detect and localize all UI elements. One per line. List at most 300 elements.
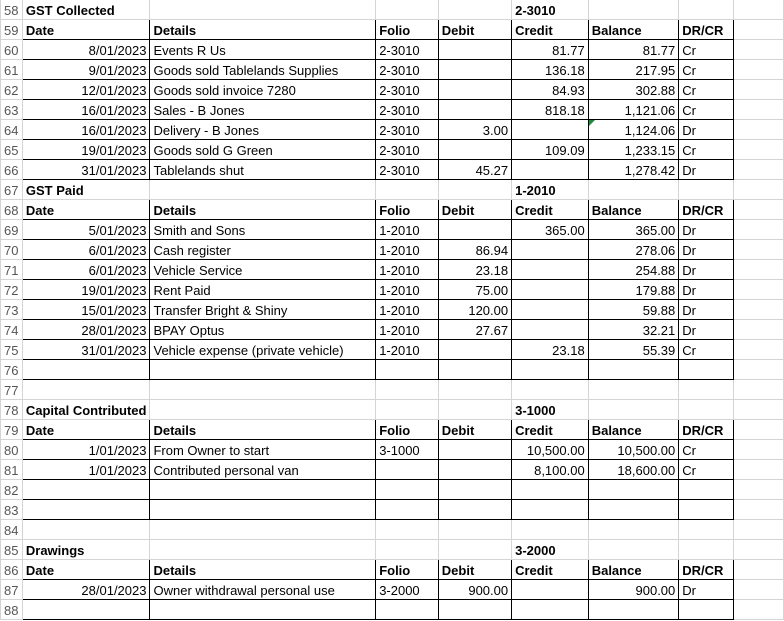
cell-date[interactable]: Drawings bbox=[22, 540, 150, 560]
cell-debit[interactable]: 27.67 bbox=[438, 320, 511, 340]
cell-details[interactable]: BPAY Optus bbox=[150, 320, 376, 340]
cell-folio[interactable]: 2-3010 bbox=[376, 60, 439, 80]
cell-details[interactable]: Rent Paid bbox=[150, 280, 376, 300]
row-header[interactable]: 66 bbox=[1, 160, 23, 180]
cell-details[interactable] bbox=[150, 400, 376, 420]
row-header[interactable]: 84 bbox=[1, 520, 23, 540]
cell-credit[interactable]: 3-2000 bbox=[512, 540, 589, 560]
cell-details[interactable] bbox=[150, 500, 376, 520]
cell-folio[interactable] bbox=[376, 180, 439, 200]
cell-debit[interactable]: 75.00 bbox=[438, 280, 511, 300]
cell-date[interactable]: GST Paid bbox=[22, 180, 150, 200]
cell-drcr[interactable]: Dr bbox=[679, 220, 733, 240]
cell-balance[interactable]: 179.88 bbox=[588, 280, 679, 300]
cell-balance[interactable]: 1,124.06 bbox=[588, 120, 679, 140]
sheet-row bbox=[1, 400, 784, 420]
cell-balance[interactable] bbox=[588, 0, 679, 20]
cell-debit[interactable] bbox=[438, 60, 511, 80]
cell-details[interactable]: Vehicle Service bbox=[150, 260, 376, 280]
cell-folio[interactable] bbox=[376, 360, 439, 380]
sheet-row bbox=[1, 480, 784, 500]
cell-drcr[interactable] bbox=[679, 400, 733, 420]
cell-debit[interactable] bbox=[438, 540, 511, 560]
sheet-row bbox=[1, 340, 784, 360]
sheet-row bbox=[1, 60, 784, 80]
row-header[interactable]: 82 bbox=[1, 480, 23, 500]
cell-debit[interactable]: Debit bbox=[438, 200, 511, 220]
cell-debit[interactable] bbox=[438, 40, 511, 60]
row-header[interactable]: 61 bbox=[1, 60, 23, 80]
cell-date[interactable]: 16/01/2023 bbox=[22, 120, 150, 140]
row-header[interactable]: 88 bbox=[1, 600, 23, 620]
cell-extra[interactable] bbox=[733, 120, 784, 140]
cell-details[interactable] bbox=[150, 520, 376, 540]
cell-debit[interactable] bbox=[438, 460, 511, 480]
cell-credit[interactable]: 2-3010 bbox=[512, 0, 589, 20]
cell-balance[interactable]: 59.88 bbox=[588, 300, 679, 320]
cell-folio[interactable]: 2-3010 bbox=[376, 100, 439, 120]
row-header[interactable]: 85 bbox=[1, 540, 23, 560]
cell-credit[interactable]: Credit bbox=[512, 420, 589, 440]
cell-drcr[interactable]: Dr bbox=[679, 160, 733, 180]
cell-drcr[interactable]: DR/CR bbox=[679, 420, 733, 440]
cell-balance[interactable] bbox=[588, 180, 679, 200]
cell-balance[interactable]: 55.39 bbox=[588, 340, 679, 360]
cell-debit[interactable] bbox=[438, 520, 511, 540]
cell-credit[interactable]: 1-2010 bbox=[512, 180, 589, 200]
cell-details[interactable] bbox=[150, 540, 376, 560]
cell-folio[interactable]: 2-3010 bbox=[376, 160, 439, 180]
cell-debit[interactable] bbox=[438, 380, 511, 400]
cell-extra[interactable] bbox=[733, 220, 784, 240]
cell-balance[interactable]: 1,233.15 bbox=[588, 140, 679, 160]
cell-date[interactable] bbox=[22, 380, 150, 400]
cell-drcr[interactable]: Cr bbox=[679, 460, 733, 480]
row-header[interactable]: 83 bbox=[1, 500, 23, 520]
cell-date[interactable]: 8/01/2023 bbox=[22, 40, 150, 60]
cell-drcr[interactable]: Cr bbox=[679, 80, 733, 100]
cell-details[interactable]: Sales - B Jones bbox=[150, 100, 376, 120]
cell-debit[interactable] bbox=[438, 360, 511, 380]
cell-drcr[interactable] bbox=[679, 520, 733, 540]
row-header[interactable]: 71 bbox=[1, 260, 23, 280]
cell-debit[interactable] bbox=[438, 0, 511, 20]
cell-date[interactable]: 6/01/2023 bbox=[22, 240, 150, 260]
cell-folio[interactable]: 3-1000 bbox=[376, 440, 439, 460]
cell-extra[interactable] bbox=[733, 460, 784, 480]
cell-debit[interactable] bbox=[438, 600, 511, 620]
cell-balance[interactable]: 18,600.00 bbox=[588, 460, 679, 480]
cell-balance[interactable] bbox=[588, 540, 679, 560]
cell-extra[interactable] bbox=[733, 500, 784, 520]
cell-credit[interactable]: Credit bbox=[512, 200, 589, 220]
row-header[interactable]: 79 bbox=[1, 420, 23, 440]
cell-date[interactable]: Capital Contributed bbox=[22, 400, 150, 420]
row-header[interactable]: 69 bbox=[1, 220, 23, 240]
cell-debit[interactable]: Debit bbox=[438, 420, 511, 440]
row-header[interactable]: 67 bbox=[1, 180, 23, 200]
cell-credit[interactable] bbox=[512, 580, 589, 600]
cell-balance[interactable]: Balance bbox=[588, 200, 679, 220]
cell-folio[interactable]: Folio bbox=[376, 200, 439, 220]
cell-credit[interactable] bbox=[512, 520, 589, 540]
cell-extra[interactable] bbox=[733, 520, 784, 540]
cell-credit[interactable] bbox=[512, 240, 589, 260]
cell-folio[interactable] bbox=[376, 600, 439, 620]
row-header[interactable]: 72 bbox=[1, 280, 23, 300]
cell-extra[interactable] bbox=[733, 380, 784, 400]
cell-details[interactable]: Goods sold invoice 7280 bbox=[150, 80, 376, 100]
cell-date[interactable]: 28/01/2023 bbox=[22, 320, 150, 340]
cell-details[interactable]: Cash register bbox=[150, 240, 376, 260]
cell-credit[interactable] bbox=[512, 120, 589, 140]
cell-debit[interactable] bbox=[438, 220, 511, 240]
cell-folio[interactable]: Folio bbox=[376, 420, 439, 440]
cell-credit[interactable]: 23.18 bbox=[512, 340, 589, 360]
cell-drcr[interactable] bbox=[679, 540, 733, 560]
cell-folio[interactable]: 1-2010 bbox=[376, 220, 439, 240]
cell-balance[interactable]: 1,121.06 bbox=[588, 100, 679, 120]
cell-balance[interactable]: Balance bbox=[588, 420, 679, 440]
cell-credit[interactable]: Credit bbox=[512, 20, 589, 40]
cell-date[interactable]: 31/01/2023 bbox=[22, 160, 150, 180]
cell-folio[interactable]: 1-2010 bbox=[376, 240, 439, 260]
cell-credit[interactable]: 136.18 bbox=[512, 60, 589, 80]
cell-credit[interactable]: Credit bbox=[512, 560, 589, 580]
cell-folio[interactable]: 1-2010 bbox=[376, 300, 439, 320]
cell-details[interactable]: Tablelands shut bbox=[150, 160, 376, 180]
cell-balance[interactable]: 278.06 bbox=[588, 240, 679, 260]
cell-extra[interactable] bbox=[733, 540, 784, 560]
cell-folio[interactable]: 1-2010 bbox=[376, 260, 439, 280]
cell-drcr[interactable]: Dr bbox=[679, 320, 733, 340]
cell-date[interactable]: Date bbox=[22, 20, 150, 40]
cell-date[interactable]: Date bbox=[22, 560, 150, 580]
cell-folio[interactable] bbox=[376, 500, 439, 520]
cell-folio[interactable] bbox=[376, 460, 439, 480]
cell-drcr[interactable]: Dr bbox=[679, 280, 733, 300]
cell-balance[interactable] bbox=[588, 360, 679, 380]
cell-balance[interactable] bbox=[588, 600, 679, 620]
cell-folio[interactable] bbox=[376, 480, 439, 500]
cell-extra[interactable] bbox=[733, 140, 784, 160]
cell-extra[interactable] bbox=[733, 320, 784, 340]
sheet-row bbox=[1, 140, 784, 160]
row-header[interactable]: 87 bbox=[1, 580, 23, 600]
cell-debit[interactable] bbox=[438, 340, 511, 360]
sheet-row bbox=[1, 360, 784, 380]
cell-balance[interactable]: 10,500.00 bbox=[588, 440, 679, 460]
row-header[interactable]: 81 bbox=[1, 460, 23, 480]
cell-credit[interactable]: 10,500.00 bbox=[512, 440, 589, 460]
cell-details[interactable]: Details bbox=[150, 420, 376, 440]
cell-folio[interactable] bbox=[376, 520, 439, 540]
cell-debit[interactable] bbox=[438, 140, 511, 160]
row-header[interactable]: 78 bbox=[1, 400, 23, 420]
cell-extra[interactable] bbox=[733, 360, 784, 380]
sheet-row bbox=[1, 160, 784, 180]
cell-date[interactable]: 12/01/2023 bbox=[22, 80, 150, 100]
cell-details[interactable]: Vehicle expense (private vehicle) bbox=[150, 340, 376, 360]
cell-credit[interactable] bbox=[512, 500, 589, 520]
cell-date[interactable] bbox=[22, 480, 150, 500]
cell-balance[interactable]: 1,278.42 bbox=[588, 160, 679, 180]
row-header[interactable]: 62 bbox=[1, 80, 23, 100]
sheet-row bbox=[1, 380, 784, 400]
cell-drcr[interactable]: DR/CR bbox=[679, 560, 733, 580]
cell-credit[interactable] bbox=[512, 360, 589, 380]
row-header[interactable]: 76 bbox=[1, 360, 23, 380]
cell-debit[interactable] bbox=[438, 480, 511, 500]
cell-details[interactable]: Details bbox=[150, 200, 376, 220]
cell-balance[interactable] bbox=[588, 380, 679, 400]
cell-credit[interactable]: 365.00 bbox=[512, 220, 589, 240]
cell-date[interactable]: 1/01/2023 bbox=[22, 440, 150, 460]
cell-date[interactable] bbox=[22, 520, 150, 540]
row-header[interactable]: 77 bbox=[1, 380, 23, 400]
cell-extra[interactable] bbox=[733, 600, 784, 620]
cell-drcr[interactable] bbox=[679, 500, 733, 520]
cell-folio[interactable] bbox=[376, 540, 439, 560]
cell-date[interactable] bbox=[22, 600, 150, 620]
row-header[interactable]: 74 bbox=[1, 320, 23, 340]
cell-extra[interactable] bbox=[733, 420, 784, 440]
cell-drcr[interactable]: Cr bbox=[679, 440, 733, 460]
cell-extra[interactable] bbox=[733, 40, 784, 60]
cell-debit[interactable]: Debit bbox=[438, 20, 511, 40]
cell-extra[interactable] bbox=[733, 280, 784, 300]
cell-extra[interactable] bbox=[733, 180, 784, 200]
cell-details[interactable]: Details bbox=[150, 560, 376, 580]
row-header[interactable]: 65 bbox=[1, 140, 23, 160]
cell-details[interactable]: From Owner to start bbox=[150, 440, 376, 460]
cell-details[interactable] bbox=[150, 180, 376, 200]
cell-details[interactable]: Goods sold G Green bbox=[150, 140, 376, 160]
cell-balance[interactable] bbox=[588, 520, 679, 540]
cell-drcr[interactable] bbox=[679, 0, 733, 20]
cell-credit[interactable]: 8,100.00 bbox=[512, 460, 589, 480]
cell-credit[interactable]: 3-1000 bbox=[512, 400, 589, 420]
cell-extra[interactable] bbox=[733, 300, 784, 320]
cell-balance[interactable]: 302.88 bbox=[588, 80, 679, 100]
cell-details[interactable] bbox=[150, 600, 376, 620]
cell-details[interactable]: Owner withdrawal personal use bbox=[150, 580, 376, 600]
cell-date[interactable]: Date bbox=[22, 200, 150, 220]
cell-folio[interactable] bbox=[376, 0, 439, 20]
cell-drcr[interactable]: Dr bbox=[679, 580, 733, 600]
cell-drcr[interactable] bbox=[679, 380, 733, 400]
cell-credit[interactable] bbox=[512, 280, 589, 300]
cell-credit[interactable] bbox=[512, 600, 589, 620]
cell-drcr[interactable]: Dr bbox=[679, 260, 733, 280]
row-header[interactable]: 75 bbox=[1, 340, 23, 360]
cell-debit[interactable]: 23.18 bbox=[438, 260, 511, 280]
cell-extra[interactable] bbox=[733, 80, 784, 100]
cell-folio[interactable]: 3-2000 bbox=[376, 580, 439, 600]
cell-extra[interactable] bbox=[733, 60, 784, 80]
cell-balance[interactable]: 81.77 bbox=[588, 40, 679, 60]
cell-extra[interactable] bbox=[733, 340, 784, 360]
row-header[interactable]: 63 bbox=[1, 100, 23, 120]
row-header[interactable]: 59 bbox=[1, 20, 23, 40]
cell-extra[interactable] bbox=[733, 160, 784, 180]
cell-details[interactable]: Transfer Bright & Shiny bbox=[150, 300, 376, 320]
cell-extra[interactable] bbox=[733, 240, 784, 260]
cell-details[interactable]: Goods sold Tablelands Supplies bbox=[150, 60, 376, 80]
cell-drcr[interactable]: Cr bbox=[679, 40, 733, 60]
cell-date[interactable]: 19/01/2023 bbox=[22, 140, 150, 160]
cell-credit[interactable] bbox=[512, 380, 589, 400]
cell-details[interactable] bbox=[150, 0, 376, 20]
cell-folio[interactable]: 2-3010 bbox=[376, 120, 439, 140]
cell-extra[interactable] bbox=[733, 200, 784, 220]
cell-date[interactable]: 1/01/2023 bbox=[22, 460, 150, 480]
row-header[interactable]: 68 bbox=[1, 200, 23, 220]
cell-balance[interactable]: 900.00 bbox=[588, 580, 679, 600]
cell-date[interactable]: 5/01/2023 bbox=[22, 220, 150, 240]
cell-credit[interactable] bbox=[512, 160, 589, 180]
cell-date[interactable] bbox=[22, 360, 150, 380]
cell-date[interactable]: 31/01/2023 bbox=[22, 340, 150, 360]
cell-drcr[interactable] bbox=[679, 480, 733, 500]
sheet-row bbox=[1, 240, 784, 260]
sheet-row bbox=[1, 580, 784, 600]
cell-date[interactable] bbox=[22, 500, 150, 520]
cell-credit[interactable] bbox=[512, 320, 589, 340]
sheet-row bbox=[1, 420, 784, 440]
cell-debit[interactable] bbox=[438, 440, 511, 460]
cell-folio[interactable]: Folio bbox=[376, 20, 439, 40]
cell-debit[interactable]: 900.00 bbox=[438, 580, 511, 600]
sheet-row bbox=[1, 80, 784, 100]
cell-date[interactable]: Date bbox=[22, 420, 150, 440]
cell-drcr[interactable]: Cr bbox=[679, 340, 733, 360]
cell-folio[interactable]: 2-3010 bbox=[376, 80, 439, 100]
cell-credit[interactable] bbox=[512, 300, 589, 320]
cell-debit[interactable] bbox=[438, 80, 511, 100]
cell-balance[interactable]: 254.88 bbox=[588, 260, 679, 280]
row-header[interactable]: 58 bbox=[1, 0, 23, 20]
cell-folio[interactable]: 1-2010 bbox=[376, 280, 439, 300]
cell-balance[interactable] bbox=[588, 480, 679, 500]
cell-balance[interactable]: 32.21 bbox=[588, 320, 679, 340]
cell-drcr[interactable]: Cr bbox=[679, 100, 733, 120]
sheet-row bbox=[1, 100, 784, 120]
cell-credit[interactable] bbox=[512, 260, 589, 280]
cell-details[interactable]: Delivery - B Jones bbox=[150, 120, 376, 140]
cell-details[interactable]: Events R Us bbox=[150, 40, 376, 60]
row-header[interactable]: 73 bbox=[1, 300, 23, 320]
cell-folio[interactable] bbox=[376, 380, 439, 400]
cell-extra[interactable] bbox=[733, 440, 784, 460]
cell-debit[interactable]: 120.00 bbox=[438, 300, 511, 320]
cell-credit[interactable]: 81.77 bbox=[512, 40, 589, 60]
cell-debit[interactable] bbox=[438, 180, 511, 200]
cell-folio[interactable] bbox=[376, 400, 439, 420]
cell-extra[interactable] bbox=[733, 400, 784, 420]
sheet-row bbox=[1, 120, 784, 140]
cell-extra[interactable] bbox=[733, 0, 784, 20]
cell-folio[interactable]: 2-3010 bbox=[376, 40, 439, 60]
cell-credit[interactable]: 818.18 bbox=[512, 100, 589, 120]
row-header[interactable]: 60 bbox=[1, 40, 23, 60]
cell-drcr[interactable]: DR/CR bbox=[679, 200, 733, 220]
cell-drcr[interactable]: Dr bbox=[679, 120, 733, 140]
cell-drcr[interactable] bbox=[679, 180, 733, 200]
cell-date[interactable]: 15/01/2023 bbox=[22, 300, 150, 320]
cell-balance[interactable] bbox=[588, 500, 679, 520]
cell-folio[interactable]: 1-2010 bbox=[376, 320, 439, 340]
cell-drcr[interactable]: Dr bbox=[679, 300, 733, 320]
cell-details[interactable] bbox=[150, 480, 376, 500]
cell-folio[interactable]: 2-3010 bbox=[376, 140, 439, 160]
cell-balance[interactable]: Balance bbox=[588, 20, 679, 40]
cell-date[interactable]: GST Collected bbox=[22, 0, 150, 20]
cell-drcr[interactable]: Cr bbox=[679, 60, 733, 80]
cell-date[interactable]: 9/01/2023 bbox=[22, 60, 150, 80]
cell-debit[interactable] bbox=[438, 100, 511, 120]
cell-drcr[interactable]: Dr bbox=[679, 240, 733, 260]
cell-extra[interactable] bbox=[733, 20, 784, 40]
sheet-row bbox=[1, 200, 784, 220]
cell-extra[interactable] bbox=[733, 580, 784, 600]
cell-folio[interactable]: 1-2010 bbox=[376, 340, 439, 360]
row-header[interactable]: 64 bbox=[1, 120, 23, 140]
cell-balance[interactable]: 217.95 bbox=[588, 60, 679, 80]
cell-drcr[interactable] bbox=[679, 360, 733, 380]
cell-debit[interactable]: 86.94 bbox=[438, 240, 511, 260]
cell-drcr[interactable]: Cr bbox=[679, 140, 733, 160]
row-header[interactable]: 86 bbox=[1, 560, 23, 580]
sheet-row bbox=[1, 540, 784, 560]
sheet-row bbox=[1, 560, 784, 580]
cell-debit[interactable]: 3.00 bbox=[438, 120, 511, 140]
cell-credit[interactable]: 109.09 bbox=[512, 140, 589, 160]
cell-debit[interactable] bbox=[438, 500, 511, 520]
row-header[interactable]: 80 bbox=[1, 440, 23, 460]
cell-drcr[interactable]: DR/CR bbox=[679, 20, 733, 40]
cell-details[interactable]: Smith and Sons bbox=[150, 220, 376, 240]
cell-extra[interactable] bbox=[733, 560, 784, 580]
row-header[interactable]: 70 bbox=[1, 240, 23, 260]
cell-extra[interactable] bbox=[733, 260, 784, 280]
sheet-row bbox=[1, 20, 784, 40]
cell-extra[interactable] bbox=[733, 480, 784, 500]
cell-balance[interactable]: Balance bbox=[588, 560, 679, 580]
cell-folio[interactable]: Folio bbox=[376, 560, 439, 580]
cell-credit[interactable] bbox=[512, 480, 589, 500]
cell-credit[interactable]: 84.93 bbox=[512, 80, 589, 100]
cell-balance[interactable] bbox=[588, 400, 679, 420]
cell-balance[interactable]: 365.00 bbox=[588, 220, 679, 240]
cell-details[interactable]: Details bbox=[150, 20, 376, 40]
cell-drcr[interactable] bbox=[679, 600, 733, 620]
sheet-row bbox=[1, 440, 784, 460]
cell-debit[interactable]: 45.27 bbox=[438, 160, 511, 180]
sheet-row bbox=[1, 40, 784, 60]
cell-date[interactable]: 6/01/2023 bbox=[22, 260, 150, 280]
cell-date[interactable]: 16/01/2023 bbox=[22, 100, 150, 120]
sheet-row bbox=[1, 320, 784, 340]
cell-date[interactable]: 19/01/2023 bbox=[22, 280, 150, 300]
cell-debit[interactable]: Debit bbox=[438, 560, 511, 580]
cell-date[interactable]: 28/01/2023 bbox=[22, 580, 150, 600]
cell-debit[interactable] bbox=[438, 400, 511, 420]
cell-details[interactable] bbox=[150, 360, 376, 380]
cell-details[interactable]: Contributed personal van bbox=[150, 460, 376, 480]
cell-details[interactable] bbox=[150, 380, 376, 400]
cell-extra[interactable] bbox=[733, 100, 784, 120]
